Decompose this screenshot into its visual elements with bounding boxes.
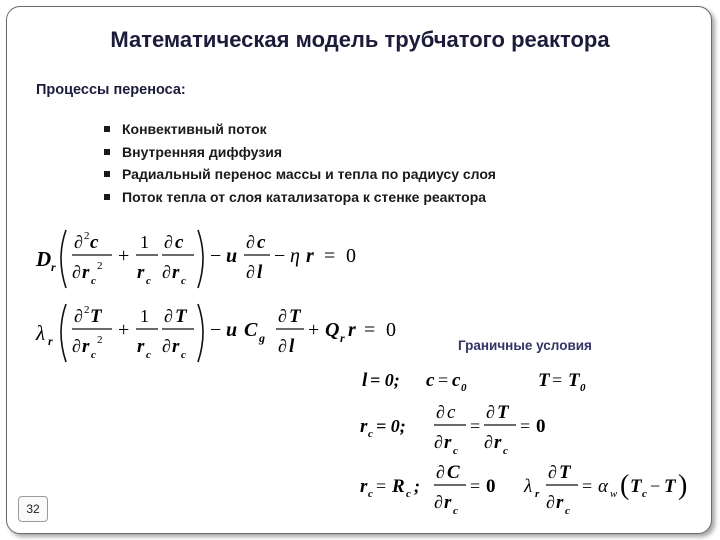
svg-text:r: r bbox=[556, 492, 564, 513]
svg-text:T: T bbox=[289, 306, 301, 327]
svg-text:C: C bbox=[244, 319, 258, 341]
svg-text:r: r bbox=[172, 262, 180, 283]
svg-text:0: 0 bbox=[386, 319, 396, 341]
svg-text:r: r bbox=[172, 336, 180, 357]
svg-text:∂: ∂ bbox=[548, 462, 557, 482]
svg-text:c: c bbox=[146, 275, 151, 287]
svg-text:∂: ∂ bbox=[164, 232, 173, 252]
svg-text:(: ( bbox=[620, 470, 630, 501]
svg-text:=: = bbox=[470, 476, 481, 496]
svg-text:c: c bbox=[453, 445, 458, 457]
svg-text:c: c bbox=[565, 505, 570, 517]
svg-text:∂: ∂ bbox=[74, 232, 83, 252]
svg-text:∂: ∂ bbox=[546, 492, 555, 512]
svg-text:∂: ∂ bbox=[74, 306, 83, 326]
svg-text:0: 0 bbox=[346, 245, 356, 267]
boundary-condition-axis bbox=[356, 398, 556, 460]
list-item: Внутренняя диффузия bbox=[104, 141, 496, 164]
svg-text:c: c bbox=[452, 370, 461, 391]
svg-text:c: c bbox=[181, 349, 186, 361]
svg-text:−: − bbox=[274, 245, 286, 267]
page-number: 32 bbox=[18, 496, 48, 522]
svg-text:η: η bbox=[290, 245, 300, 267]
bullet-square-icon bbox=[104, 194, 110, 200]
svg-text:∂: ∂ bbox=[278, 306, 287, 326]
svg-text:= 0;: = 0; bbox=[376, 416, 406, 436]
svg-text:+: + bbox=[118, 245, 130, 267]
svg-text:∂: ∂ bbox=[246, 232, 255, 252]
svg-text:c: c bbox=[453, 505, 458, 517]
boundary-conditions-label: Граничные условия bbox=[458, 338, 592, 353]
list-item: Конвективный поток bbox=[104, 118, 496, 141]
svg-text:T: T bbox=[175, 306, 187, 327]
svg-text:u: u bbox=[226, 245, 238, 267]
svg-text:r: r bbox=[494, 432, 502, 453]
svg-text:=: = bbox=[520, 416, 531, 436]
svg-text:0: 0 bbox=[580, 382, 586, 394]
svg-text:r: r bbox=[48, 334, 53, 348]
svg-text:c: c bbox=[91, 275, 96, 287]
svg-text:g: g bbox=[259, 331, 265, 345]
svg-text:1: 1 bbox=[140, 232, 149, 252]
mass-balance-equation bbox=[34, 222, 374, 294]
svg-text:r: r bbox=[82, 336, 90, 357]
svg-text:c: c bbox=[447, 402, 456, 423]
slide-title: Математическая модель трубчатого реактора bbox=[110, 27, 610, 52]
bullet-square-icon bbox=[104, 149, 110, 155]
svg-text:0: 0 bbox=[486, 476, 496, 497]
svg-text:= 0;: = 0; bbox=[370, 370, 400, 390]
svg-text:∂: ∂ bbox=[484, 432, 493, 452]
svg-text:c: c bbox=[368, 488, 373, 500]
svg-text:∂: ∂ bbox=[164, 306, 173, 326]
boundary-condition-inlet bbox=[356, 362, 606, 396]
bullet-square-icon bbox=[104, 171, 110, 177]
svg-text:r: r bbox=[444, 432, 452, 453]
svg-text:r: r bbox=[360, 476, 368, 497]
svg-text:r: r bbox=[535, 488, 540, 500]
svg-text:c: c bbox=[368, 428, 373, 440]
svg-text:∂: ∂ bbox=[162, 336, 171, 356]
svg-text:c: c bbox=[146, 349, 151, 361]
svg-text:=: = bbox=[364, 319, 376, 341]
svg-text:0: 0 bbox=[536, 416, 546, 437]
svg-text:2: 2 bbox=[84, 304, 90, 316]
svg-text:T: T bbox=[630, 476, 642, 497]
svg-text:r: r bbox=[306, 245, 314, 267]
svg-text:r: r bbox=[137, 262, 145, 283]
list-item: Поток тепла от слоя катализатора к стенке реактора bbox=[104, 186, 496, 209]
svg-text:λ: λ bbox=[36, 321, 46, 345]
svg-text:r: r bbox=[444, 492, 452, 513]
svg-text:2: 2 bbox=[97, 260, 103, 272]
svg-text:0: 0 bbox=[461, 382, 467, 394]
list-item: Радиальный перенос массы и тепла по радиусу слоя bbox=[104, 163, 496, 186]
bullet-square-icon bbox=[104, 126, 110, 132]
svg-text:r: r bbox=[340, 331, 345, 345]
svg-text:λ: λ bbox=[524, 476, 533, 497]
svg-text:D: D bbox=[36, 247, 52, 271]
svg-text:c: c bbox=[257, 232, 266, 253]
svg-text:c: c bbox=[181, 275, 186, 287]
svg-text:1: 1 bbox=[140, 306, 149, 326]
svg-text:2: 2 bbox=[97, 334, 103, 346]
svg-text:∂: ∂ bbox=[72, 262, 81, 282]
svg-text:∂: ∂ bbox=[72, 336, 81, 356]
svg-text:l: l bbox=[362, 370, 368, 391]
svg-text:=: = bbox=[376, 476, 387, 496]
svg-text:Q: Q bbox=[325, 319, 340, 341]
svg-text:r: r bbox=[348, 319, 356, 341]
svg-text:;: ; bbox=[414, 476, 420, 496]
svg-text:α: α bbox=[598, 476, 608, 497]
svg-text:∂: ∂ bbox=[162, 262, 171, 282]
svg-text:−: − bbox=[210, 319, 222, 341]
svg-text:=: = bbox=[552, 370, 563, 390]
svg-text:l: l bbox=[289, 336, 295, 357]
svg-text:+: + bbox=[118, 319, 130, 341]
transport-process-list bbox=[104, 118, 496, 208]
svg-text:r: r bbox=[82, 262, 90, 283]
svg-text:c: c bbox=[91, 349, 96, 361]
svg-text:R: R bbox=[392, 476, 405, 497]
svg-text:T: T bbox=[568, 370, 580, 391]
svg-text:=: = bbox=[438, 370, 449, 390]
svg-text:−: − bbox=[210, 245, 222, 267]
svg-text:c: c bbox=[175, 232, 184, 253]
svg-text:=: = bbox=[470, 416, 481, 436]
svg-text:r: r bbox=[360, 416, 368, 437]
svg-text:∂: ∂ bbox=[434, 432, 443, 452]
svg-text:T: T bbox=[559, 462, 571, 483]
svg-text:u: u bbox=[226, 319, 238, 341]
svg-text:∂: ∂ bbox=[278, 336, 287, 356]
svg-text:T: T bbox=[497, 402, 509, 423]
svg-text:w: w bbox=[610, 488, 618, 500]
svg-text:c: c bbox=[426, 370, 435, 391]
boundary-condition-wall bbox=[356, 458, 701, 520]
svg-text:c: c bbox=[406, 488, 411, 500]
svg-text:r: r bbox=[137, 336, 145, 357]
svg-text:c: c bbox=[503, 445, 508, 457]
svg-text:): ) bbox=[678, 470, 688, 501]
svg-text:=: = bbox=[582, 476, 593, 496]
svg-text:T: T bbox=[664, 476, 676, 497]
svg-text:∂: ∂ bbox=[486, 402, 495, 422]
heat-balance-equation bbox=[34, 296, 424, 368]
svg-text:=: = bbox=[324, 245, 336, 267]
svg-text:∂: ∂ bbox=[434, 492, 443, 512]
svg-text:+: + bbox=[308, 319, 320, 341]
section-subtitle: Процессы переноса: bbox=[36, 82, 186, 98]
svg-text:∂: ∂ bbox=[436, 462, 445, 482]
svg-text:c: c bbox=[90, 232, 99, 253]
svg-text:r: r bbox=[51, 260, 56, 274]
svg-text:T: T bbox=[538, 370, 550, 391]
svg-text:2: 2 bbox=[84, 230, 90, 242]
svg-text:∂: ∂ bbox=[436, 402, 445, 422]
svg-text:C: C bbox=[447, 462, 460, 483]
svg-text:∂: ∂ bbox=[246, 262, 255, 282]
svg-text:T: T bbox=[90, 306, 102, 327]
svg-text:l: l bbox=[257, 262, 263, 283]
svg-text:c: c bbox=[642, 488, 647, 500]
svg-text:−: − bbox=[650, 476, 661, 496]
